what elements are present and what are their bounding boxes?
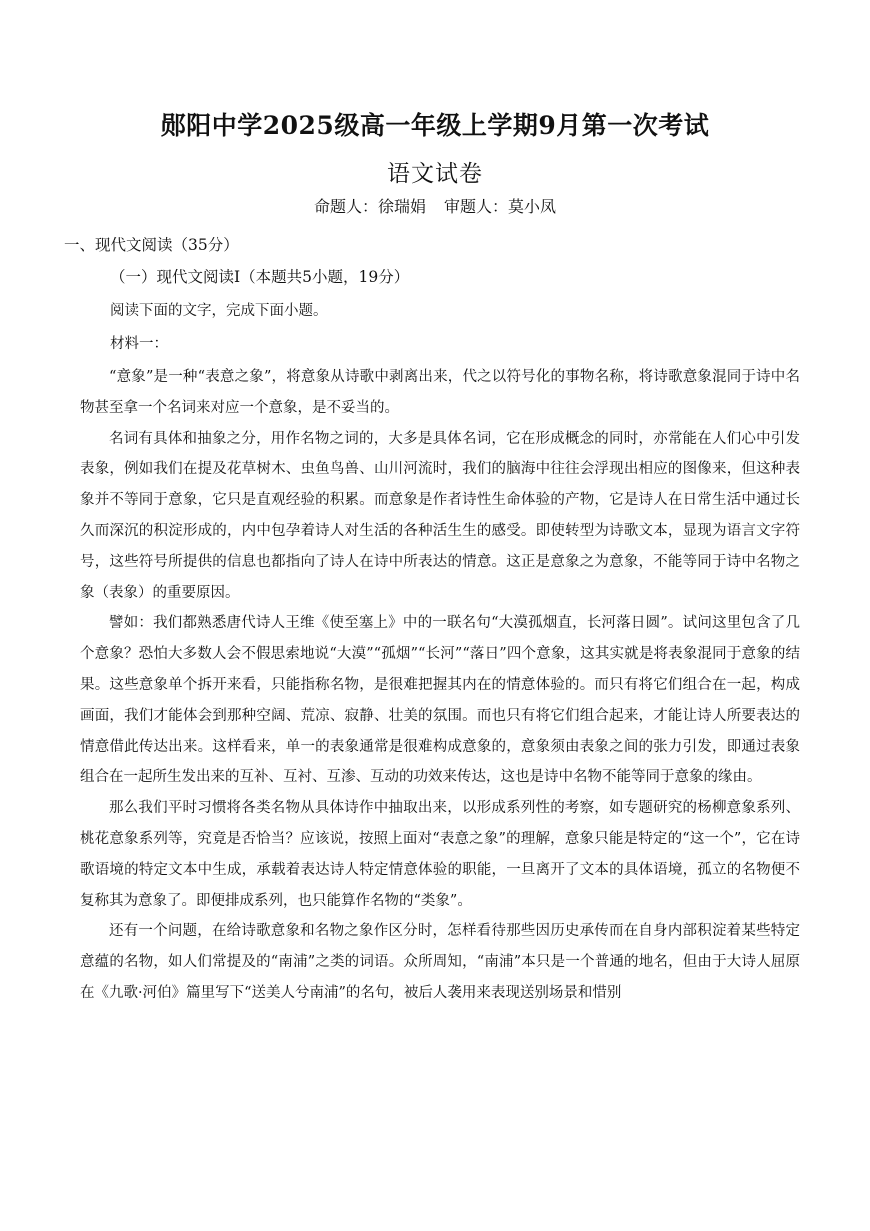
- paragraph: 那么我们平时习惯将各类名物从具体诗作中抽取出来，以形成系列性的考察，如专题研究的杨柳意象系列、桃花意象系列等，究竟是否恰当？应该说，按照上面对“表意之象”的理解，意象只能是特定的“这一个”，它在诗歌语境的特定文本中生成，承载着表达诗人特定情意体验的职能，一旦离开了文本的具体语境，孤立的名物便不复称其为意象了。即便排成系列，也只能算作名物的“类象”。: [80, 800, 800, 909]
- paragraph: 名词有具体和抽象之分，用作名物之词的，大多是具体名词，它在形成概念的同时，亦常能在人们心中引发表象，例如我们在提及花草树木、虫鱼鸟兽、山川河流时，我们的脑海中往往会浮现出相应的图像来，但这种表象并不等同于意象，它只是直观经验的积累。而意象是作者诗性生命体验的产物，它是诗人在日常生活中通过长久而深沉的积淀形成的，内中包孕着诗人对生活的各种活生生的感受。即使转型为诗歌文本，显现为语言文字符号，这些符号所提供的信息也都指向了诗人在诗中所表达的情意。这正是意象之为意象，不能等同于诗中名物之象（表象）的重要原因。: [80, 430, 800, 601]
- subject-title: 语文试卷: [387, 161, 483, 187]
- section-heading: 一、现代文阅读（35分）: [64, 236, 239, 254]
- material-label: 材料一：: [110, 336, 168, 352]
- paragraph: 还有一个问题，在给诗歌意象和名物之象作区分时，怎样看待那些因历史承传而在自身内部积淀着某些特定意蕴的名物，如人们常提及的“南浦”之类的词语。众所周知，“南浦”本只是一个普通的地名，但由于大诗人屈原在《九歌·河伯》篇里写下“送美人兮南浦”的名句，被后人袭用来表现送别场景和惜别: [80, 923, 800, 1001]
- setter-label: 命题人：徐瑞娟: [313, 197, 426, 216]
- paragraph: “意象”是一种“表意之象”，将意象从诗歌中剥离出来，代之以符号化的事物名称，将诗歌意象混同于诗中名物甚至拿一个名词来对应一个意象，是不妥当的。: [80, 369, 800, 416]
- reading-passage: [80, 362, 800, 1009]
- exam-title: 郧阳中学2025级高一年级上学期9月第一次考试: [160, 111, 710, 140]
- subsection-heading: （一）现代文阅读Ⅰ（本题共5小题，19分）: [110, 268, 410, 286]
- setter-reviewer-line: [0, 194, 870, 217]
- reviewer-label: 审题人：莫小凤: [444, 197, 557, 216]
- paragraph: 譬如：我们都熟悉唐代诗人王维《使至塞上》中的一联名句“大漠孤烟直，长河落日圆”。试问这里包含了几个意象？恐怕大多数人会不假思索地说“大漠”“孤烟”“长河”“落日”四个意象，这其实就是将表象混同于意象的结果。这些意象单个拆开来看，只能指称名物，是很难把握其内在的情意体验的。而只有将它们组合在一起，构成画面，我们才能体会到那种空阔、荒凉、寂静、壮美的氛围。而也只有将它们组合起来，才能让诗人所要表达的情意借此传达出来。这样看来，单一的表象通常是很难构成意象的，意象须由表象之间的张力引发，即通过表象组合在一起所生发出来的互补、互衬、互渗、互动的功效来传达，这也是诗中名物不能等同于意象的缘由。: [80, 615, 800, 786]
- instruction-text: 阅读下面的文字，完成下面小题。: [110, 303, 328, 319]
